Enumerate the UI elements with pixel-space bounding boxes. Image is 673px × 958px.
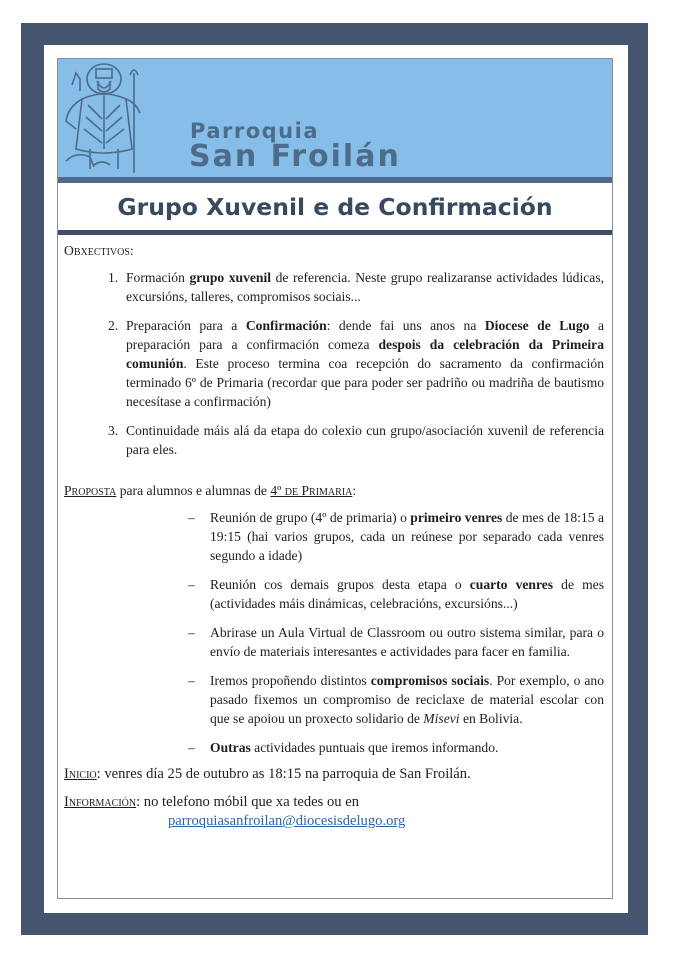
item-number: 3.	[108, 423, 119, 438]
text: para alumnos e alumnas de	[116, 483, 271, 498]
parish-name-line2: San Froilán	[189, 139, 401, 174]
text: de mes de 18:15 a 19:15 (hai varios grupos, cada un reúnese por separado cada venres segundo a idade)	[210, 510, 604, 563]
objective-item	[108, 316, 604, 411]
objective-item	[108, 421, 604, 459]
header-banner	[58, 59, 612, 177]
text: Reunión de grupo (4º de primaria) o	[210, 510, 411, 525]
start-text: : venres día 25 de outubro as 18:15 na parroquia de San Froilán.	[96, 766, 471, 782]
text: Preparación para a	[126, 318, 246, 333]
text: : dende fai uns anos na	[326, 318, 485, 333]
banner-divider	[58, 177, 612, 183]
emphasis: Outras	[210, 740, 251, 755]
parish-name-line1: Parroquia	[190, 119, 319, 143]
saint-froilan-illustration-icon	[60, 61, 164, 177]
proposal-heading	[64, 481, 604, 500]
emphasis: despois da celebración da Primeira comunión	[126, 337, 604, 371]
outer-frame	[21, 23, 648, 935]
email-link[interactable]: parroquiasanfroilan@diocesisdelugo.org	[168, 813, 406, 829]
proposal-item	[188, 575, 604, 613]
start-line	[64, 765, 604, 784]
emphasis: grupo xuvenil	[189, 270, 272, 285]
dash-bullet: –	[188, 740, 195, 755]
text: de referencia. Neste grupo realizaranse actividades lúdicas, excursións, talleres, compromisos sociais...	[126, 270, 605, 304]
objectives-list	[64, 268, 604, 459]
info-block	[64, 793, 604, 831]
text: en Bolivia.	[459, 711, 523, 726]
text: a preparación para a confirmación comeza	[126, 318, 604, 352]
proposal-item	[188, 623, 604, 661]
title-divider	[58, 230, 612, 235]
text: . Este proceso termina coa recepción do sacramento da confirmación terminado 6º de Primaria (recordar que para poder ser padriño ou madriña de bautismo necesítase a confirmación)	[126, 356, 604, 409]
proposal-item	[188, 671, 604, 728]
text: Iremos propoñendo distintos	[210, 673, 371, 688]
flyer-content	[64, 241, 604, 831]
target-group: 4º de Primaria	[270, 483, 353, 498]
dash-bullet: –	[188, 510, 195, 525]
emphasis: Diocese de Lugo	[484, 318, 590, 333]
flyer-document	[57, 58, 613, 899]
dash-bullet: –	[188, 625, 195, 640]
emphasis: primeiro venres	[410, 510, 503, 525]
dash-bullet: –	[188, 577, 195, 592]
frame-mat	[44, 45, 628, 913]
info-text: : no telefono móbil que xa tedes ou en	[136, 794, 359, 810]
item-number: 2.	[108, 318, 119, 333]
proposal-item	[188, 738, 604, 757]
text: Formación	[126, 270, 190, 285]
text: de mes (actividades máis dinámicas, celebracións, excursións...)	[210, 577, 604, 611]
item-number: 1.	[108, 270, 119, 285]
text: Reunión cos demais grupos desta etapa o	[210, 577, 470, 592]
proposal-item	[188, 508, 604, 565]
text: Continuidade máis alá da etapa do colexio cun grupo/asociación xuvenil de referencia para eles.	[126, 423, 604, 457]
text: actividades puntuais que iremos informando.	[250, 740, 499, 755]
emphasis: Confirmación	[245, 318, 327, 333]
info-label: Información	[64, 794, 137, 810]
text: . Por exemplo, o ano pasado fixemos un compromiso de reciclaxe de material escolar con que se apoiou un proxecto solidario de	[210, 673, 604, 726]
emphasis-italic: Misevi	[423, 711, 460, 726]
dash-bullet: –	[188, 673, 195, 688]
text: Abrirase un Aula Virtual de Classroom ou outro sistema similar, para o envío de materiais interesantes e actividades para facer en familia.	[210, 625, 604, 659]
page-title: Grupo Xuvenil e de Confirmación	[117, 193, 553, 221]
emphasis: compromisos sociais	[370, 673, 490, 688]
objectives-heading: Obxectivos:	[64, 243, 134, 258]
text: :	[352, 483, 357, 498]
objective-item	[108, 268, 605, 306]
emphasis: cuarto venres	[469, 577, 554, 592]
proposal-label: Proposta	[64, 483, 117, 498]
proposal-list	[64, 508, 604, 757]
start-label: Inicio	[64, 766, 97, 782]
